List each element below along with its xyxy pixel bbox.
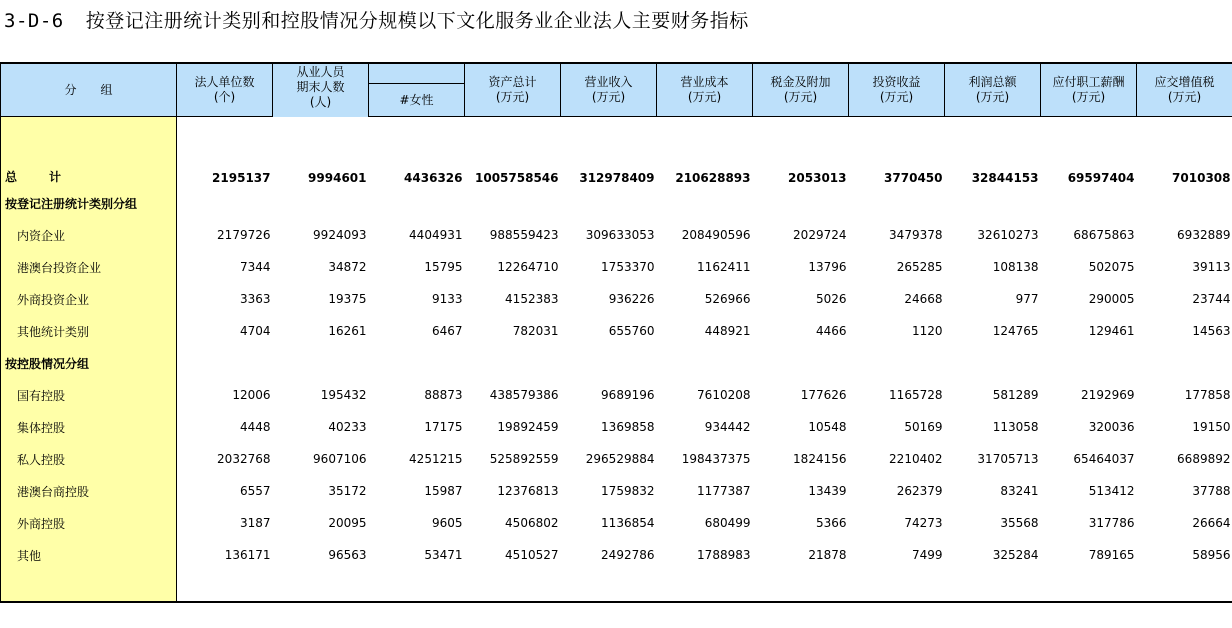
row-value: 502075: [1088, 260, 1135, 274]
header-group: 分 组: [1, 63, 177, 117]
row-value: [657, 347, 753, 379]
row-value: 4152383: [505, 292, 559, 306]
row-value: [561, 187, 657, 219]
row-value: 2192969: [1081, 388, 1135, 402]
row-value: 448921: [704, 324, 751, 338]
row-value: 309633053: [585, 228, 655, 242]
row-value: 4704: [239, 324, 271, 338]
row-value: [369, 347, 465, 379]
row-value: 1759832: [601, 484, 655, 498]
row-value: 4448: [239, 420, 271, 434]
row-value: 581289: [992, 388, 1039, 402]
row-label: 总 计: [1, 143, 177, 187]
row-value: 265285: [896, 260, 943, 274]
row-value: 50169: [904, 420, 943, 434]
row-value: [753, 347, 849, 379]
table-row: [1, 283, 1232, 315]
row-value: [1041, 347, 1137, 379]
spacer-cell: [1, 571, 177, 602]
row-value: 9605: [431, 516, 463, 530]
row-value: [369, 187, 465, 219]
header-tax: 税金及附加 (万元): [753, 63, 849, 117]
row-value: 9689196: [601, 388, 655, 402]
row-value: 15987: [424, 484, 463, 498]
row-value: 17175: [424, 420, 463, 434]
row-value: 3363: [239, 292, 271, 306]
row-value: [945, 187, 1041, 219]
row-value: 23744: [1192, 292, 1231, 306]
row-value: 195432: [320, 388, 367, 402]
row-value: 13796: [808, 260, 847, 274]
row-value: 1824156: [793, 452, 847, 466]
row-value: 262379: [896, 484, 943, 498]
row-value: 20095: [328, 516, 367, 530]
row-label: 按控股情况分组: [1, 347, 177, 379]
row-value: 988559423: [489, 228, 559, 242]
row-value: 2210402: [889, 452, 943, 466]
row-value: 74273: [904, 516, 943, 530]
row-value: 65464037: [1073, 452, 1135, 466]
row-value: 2492786: [601, 548, 655, 562]
row-value: 4506802: [505, 516, 559, 530]
row-value: [177, 187, 273, 219]
row-value: 19892459: [497, 420, 559, 434]
row-value: 2179726: [217, 228, 271, 242]
row-value: 198437375: [681, 452, 751, 466]
row-label: 集体控股: [1, 411, 177, 443]
row-value: 526966: [704, 292, 751, 306]
row-value: 7010308: [1172, 171, 1231, 185]
row-value: 9924093: [313, 228, 367, 242]
row-value: 177626: [800, 388, 847, 402]
row-value: 1753370: [601, 260, 655, 274]
row-value: [849, 187, 945, 219]
row-value: [561, 347, 657, 379]
row-value: 39113: [1192, 260, 1231, 274]
row-value: 88873: [424, 388, 463, 402]
row-label: 私人控股: [1, 443, 177, 475]
row-value: 2029724: [793, 228, 847, 242]
row-value: 1005758546: [475, 171, 559, 185]
spacer-cell: [1, 117, 177, 144]
row-value: 21878: [808, 548, 847, 562]
header-vat: 应交增值税 (万元): [1137, 63, 1232, 117]
row-value: 1369858: [601, 420, 655, 434]
row-label: 其他统计类别: [1, 315, 177, 347]
table-row: [1, 143, 1232, 187]
row-label: 港澳台商控股: [1, 475, 177, 507]
row-value: 312978409: [579, 171, 655, 185]
row-value: 96563: [328, 548, 367, 562]
row-value: 15795: [424, 260, 463, 274]
row-value: 14563: [1192, 324, 1231, 338]
table-row: [1, 315, 1232, 347]
row-value: 69597404: [1067, 171, 1135, 185]
row-label: 国有控股: [1, 379, 177, 411]
row-label: 外商控股: [1, 507, 177, 539]
table-row: [1, 539, 1232, 571]
row-value: 7610208: [697, 388, 751, 402]
row-value: 3479378: [889, 228, 943, 242]
row-value: 7344: [239, 260, 271, 274]
row-label: 内资企业: [1, 219, 177, 251]
header-female: #女性: [369, 84, 465, 117]
row-value: 782031: [512, 324, 559, 338]
row-value: 1120: [911, 324, 943, 338]
row-value: 53471: [424, 548, 463, 562]
row-value: [753, 187, 849, 219]
header-payroll: 应付职工薪酬 (万元): [1041, 63, 1137, 117]
header-employees: 从业人员 期末人数 (人): [273, 63, 369, 117]
table-row: [1, 347, 1232, 379]
row-value: [273, 187, 369, 219]
row-value: 12264710: [497, 260, 559, 274]
row-value: 317786: [1088, 516, 1135, 530]
row-value: 124765: [992, 324, 1039, 338]
row-value: 208490596: [681, 228, 751, 242]
row-label: 港澳台投资企业: [1, 251, 177, 283]
table-row: [1, 411, 1232, 443]
header-assets: 资产总计 (万元): [465, 63, 561, 117]
row-value: 35568: [1000, 516, 1039, 530]
row-value: 5366: [815, 516, 847, 530]
row-value: [177, 347, 273, 379]
table-row: [1, 443, 1232, 475]
row-value: 4436326: [404, 171, 463, 185]
row-value: 3187: [239, 516, 271, 530]
header-investment: 投资收益 (万元): [849, 63, 945, 117]
row-value: 24668: [904, 292, 943, 306]
header-profit: 利润总额 (万元): [945, 63, 1041, 117]
row-value: 32844153: [971, 171, 1039, 185]
row-value: 68675863: [1073, 228, 1135, 242]
table-row: [1, 219, 1232, 251]
row-value: 5026: [815, 292, 847, 306]
table-row: [1, 475, 1232, 507]
table-row: [1, 379, 1232, 411]
row-value: [465, 347, 561, 379]
row-value: [1137, 187, 1232, 219]
row-value: 13439: [808, 484, 847, 498]
financial-indicators-table: [0, 62, 1232, 603]
header-cost: 营业成本 (万元): [657, 63, 753, 117]
row-value: 26664: [1192, 516, 1231, 530]
row-value: 977: [1015, 292, 1039, 306]
row-value: [465, 187, 561, 219]
row-value: 3770450: [884, 171, 943, 185]
row-label: 按登记注册统计类别分组: [1, 187, 177, 219]
row-value: 1177387: [697, 484, 751, 498]
row-value: 4466: [815, 324, 847, 338]
row-value: 12376813: [497, 484, 559, 498]
table-code: 3-D-6: [4, 10, 64, 32]
row-value: 10548: [808, 420, 847, 434]
row-value: 1165728: [889, 388, 943, 402]
row-value: 108138: [992, 260, 1039, 274]
header-units: 法人单位数 (个): [177, 63, 273, 117]
row-value: 9133: [431, 292, 463, 306]
page-title: [4, 6, 749, 33]
row-value: 7499: [911, 548, 943, 562]
row-value: 19375: [328, 292, 367, 306]
row-value: 1788983: [697, 548, 751, 562]
row-value: 1162411: [697, 260, 751, 274]
row-value: 136171: [224, 548, 271, 562]
table-title: 按登记注册统计类别和控股情况分规模以下文化服务业企业法人主要财务指标: [85, 10, 749, 32]
row-value: [945, 347, 1041, 379]
row-label: 其他: [1, 539, 177, 571]
row-value: 934442: [704, 420, 751, 434]
row-value: 31705713: [977, 452, 1039, 466]
row-value: [273, 347, 369, 379]
row-value: 438579386: [489, 388, 559, 402]
table-row: [1, 251, 1232, 283]
row-value: 35172: [328, 484, 367, 498]
row-value: 6557: [239, 484, 271, 498]
row-value: 325284: [992, 548, 1039, 562]
row-value: 4510527: [505, 548, 559, 562]
row-value: 6689892: [1177, 452, 1231, 466]
header-employees-span: [369, 63, 465, 84]
row-value: 37788: [1192, 484, 1231, 498]
row-value: 6932889: [1177, 228, 1231, 242]
row-value: 513412: [1088, 484, 1135, 498]
row-value: [1041, 187, 1137, 219]
row-value: 177858: [1184, 388, 1231, 402]
row-value: 40233: [328, 420, 367, 434]
row-value: 113058: [992, 420, 1039, 434]
row-value: 19150: [1192, 420, 1231, 434]
row-value: 16261: [328, 324, 367, 338]
row-value: 525892559: [489, 452, 559, 466]
row-value: [1137, 347, 1232, 379]
table-row: [1, 187, 1232, 219]
row-value: 2053013: [788, 171, 847, 185]
spacer-cell: [177, 571, 1232, 602]
row-value: 290005: [1088, 292, 1135, 306]
row-value: 2032768: [217, 452, 271, 466]
row-value: 655760: [608, 324, 655, 338]
row-value: 4251215: [409, 452, 463, 466]
row-value: 789165: [1088, 548, 1135, 562]
row-value: 936226: [608, 292, 655, 306]
table-row: [1, 507, 1232, 539]
row-value: 83241: [1000, 484, 1039, 498]
row-value: 34872: [328, 260, 367, 274]
row-value: [657, 187, 753, 219]
row-value: 2195137: [212, 171, 271, 185]
row-value: 296529884: [585, 452, 655, 466]
header-revenue: 营业收入 (万元): [561, 63, 657, 117]
row-value: 1136854: [601, 516, 655, 530]
row-value: [849, 347, 945, 379]
row-value: 32610273: [977, 228, 1039, 242]
row-value: 210628893: [675, 171, 751, 185]
row-value: 6467: [431, 324, 463, 338]
row-label: 外商投资企业: [1, 283, 177, 315]
row-value: 680499: [704, 516, 751, 530]
row-value: 129461: [1088, 324, 1135, 338]
row-value: 58956: [1192, 548, 1231, 562]
row-value: 12006: [232, 388, 271, 402]
row-value: 9607106: [313, 452, 367, 466]
row-value: 320036: [1088, 420, 1135, 434]
row-value: 9994601: [308, 171, 367, 185]
row-value: 4404931: [409, 228, 463, 242]
